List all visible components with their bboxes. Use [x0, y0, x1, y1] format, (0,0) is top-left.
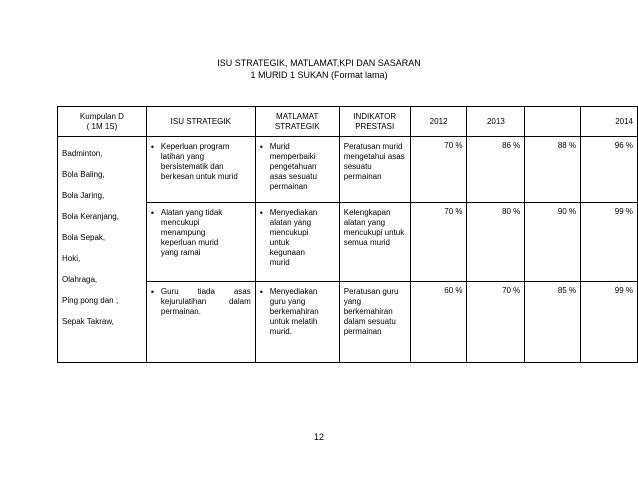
header-matlamat-strategik: MATLAMAT STRATEGIK [255, 107, 339, 137]
sport-item: Hoki, [62, 254, 81, 263]
matlamat-text: Menyediakan guru yang berkemahiran untuk melatih murid. [269, 287, 319, 336]
value-2012: 70 % [410, 203, 467, 282]
value-blank-col: 88 % [525, 137, 581, 203]
isu-cell [146, 203, 255, 282]
header-blank [525, 107, 581, 137]
value-2013: 80 % [467, 203, 525, 282]
bullet-icon: • [259, 208, 263, 218]
header-kumpulan-sub: ( 1M 1S) [86, 121, 118, 131]
bullet-icon: • [259, 142, 263, 152]
matlamat-text: Murid memperbaiki pengetahuan asas sesuatu permainan [269, 142, 317, 191]
document-title [0, 57, 638, 81]
matlamat-cell [255, 282, 339, 363]
isu-cell [146, 282, 255, 363]
indikator-cell [339, 203, 410, 282]
strategy-table [57, 106, 638, 363]
sport-item: Bola Jaring, [62, 191, 105, 200]
matlamat-text: Menyediakan alatan yang mencukupi untuk kegunaan murid [269, 208, 318, 267]
isu-text: Keperluan program latihan yang bersistematik dan berkesan untuk murid [160, 142, 238, 181]
sport-item: Ping pong dan ; [62, 296, 119, 305]
indikator-cell [339, 137, 410, 203]
header-indikator-prestasi: INDIKATOR PRESTASI [339, 107, 410, 137]
isu-text: Guru tiada asas kejurulatihan dalam permainan. [160, 287, 251, 316]
value-blank-col: 85 % [525, 282, 581, 363]
matlamat-cell [255, 203, 339, 282]
value-2014: 99 % [581, 282, 638, 363]
sports-list [58, 137, 146, 332]
table-header-row [58, 107, 638, 137]
value-2014: 96 % [581, 137, 638, 203]
sport-item: Sepak Takraw, [62, 317, 114, 326]
title-line-2: 1 MURID 1 SUKAN (Format lama) [250, 70, 388, 80]
sport-item: Bola Baling, [62, 170, 105, 179]
header-kumpulan-label: Kumpulan D [79, 111, 124, 121]
indikator-text: Peratusan murid mengetahui asas sesuatu permainan [343, 142, 405, 181]
page-number: 12 [313, 432, 324, 442]
table-row [58, 137, 638, 203]
isu-text: Alatan yang tidak mencukupi menampung keperluan murid yang ramai [160, 208, 223, 257]
bullet-icon: • [150, 142, 155, 152]
sport-item: Bola Sepak, [62, 233, 106, 242]
sport-item: Badminton, [62, 149, 103, 158]
isu-cell [146, 137, 255, 203]
value-blank-col: 90 % [525, 203, 581, 282]
value-2012: 70 % [410, 137, 467, 203]
sport-item: Bola Keranjang, [62, 212, 119, 221]
indikator-text: Kelengkapan alatan yang mencukupi untuk semua murid [343, 208, 405, 247]
value-2013: 86 % [467, 137, 525, 203]
bullet-icon: • [150, 287, 155, 297]
value-2012: 60 % [410, 282, 467, 363]
indikator-cell [339, 282, 410, 363]
header-isu-strategik: ISU STRATEGIK [146, 107, 255, 137]
value-2013: 70 % [467, 282, 525, 363]
header-2014: 2014 [581, 107, 638, 137]
indikator-text: Peratusan guru yang berkemahiran dalam sesuatu permainan [343, 287, 399, 336]
sport-item: Olahraga, [62, 275, 98, 284]
title-line-1: ISU STRATEGIK, MATLAMAT,KPI DAN SASARAN [217, 58, 421, 68]
bullet-icon: • [259, 287, 263, 297]
sports-cell [58, 137, 147, 363]
header-kumpulan [58, 107, 147, 137]
header-2012: 2012 [410, 107, 467, 137]
header-2013: 2013 [467, 107, 525, 137]
value-2014: 99 % [581, 203, 638, 282]
bullet-icon: • [150, 208, 155, 218]
matlamat-cell [255, 137, 339, 203]
